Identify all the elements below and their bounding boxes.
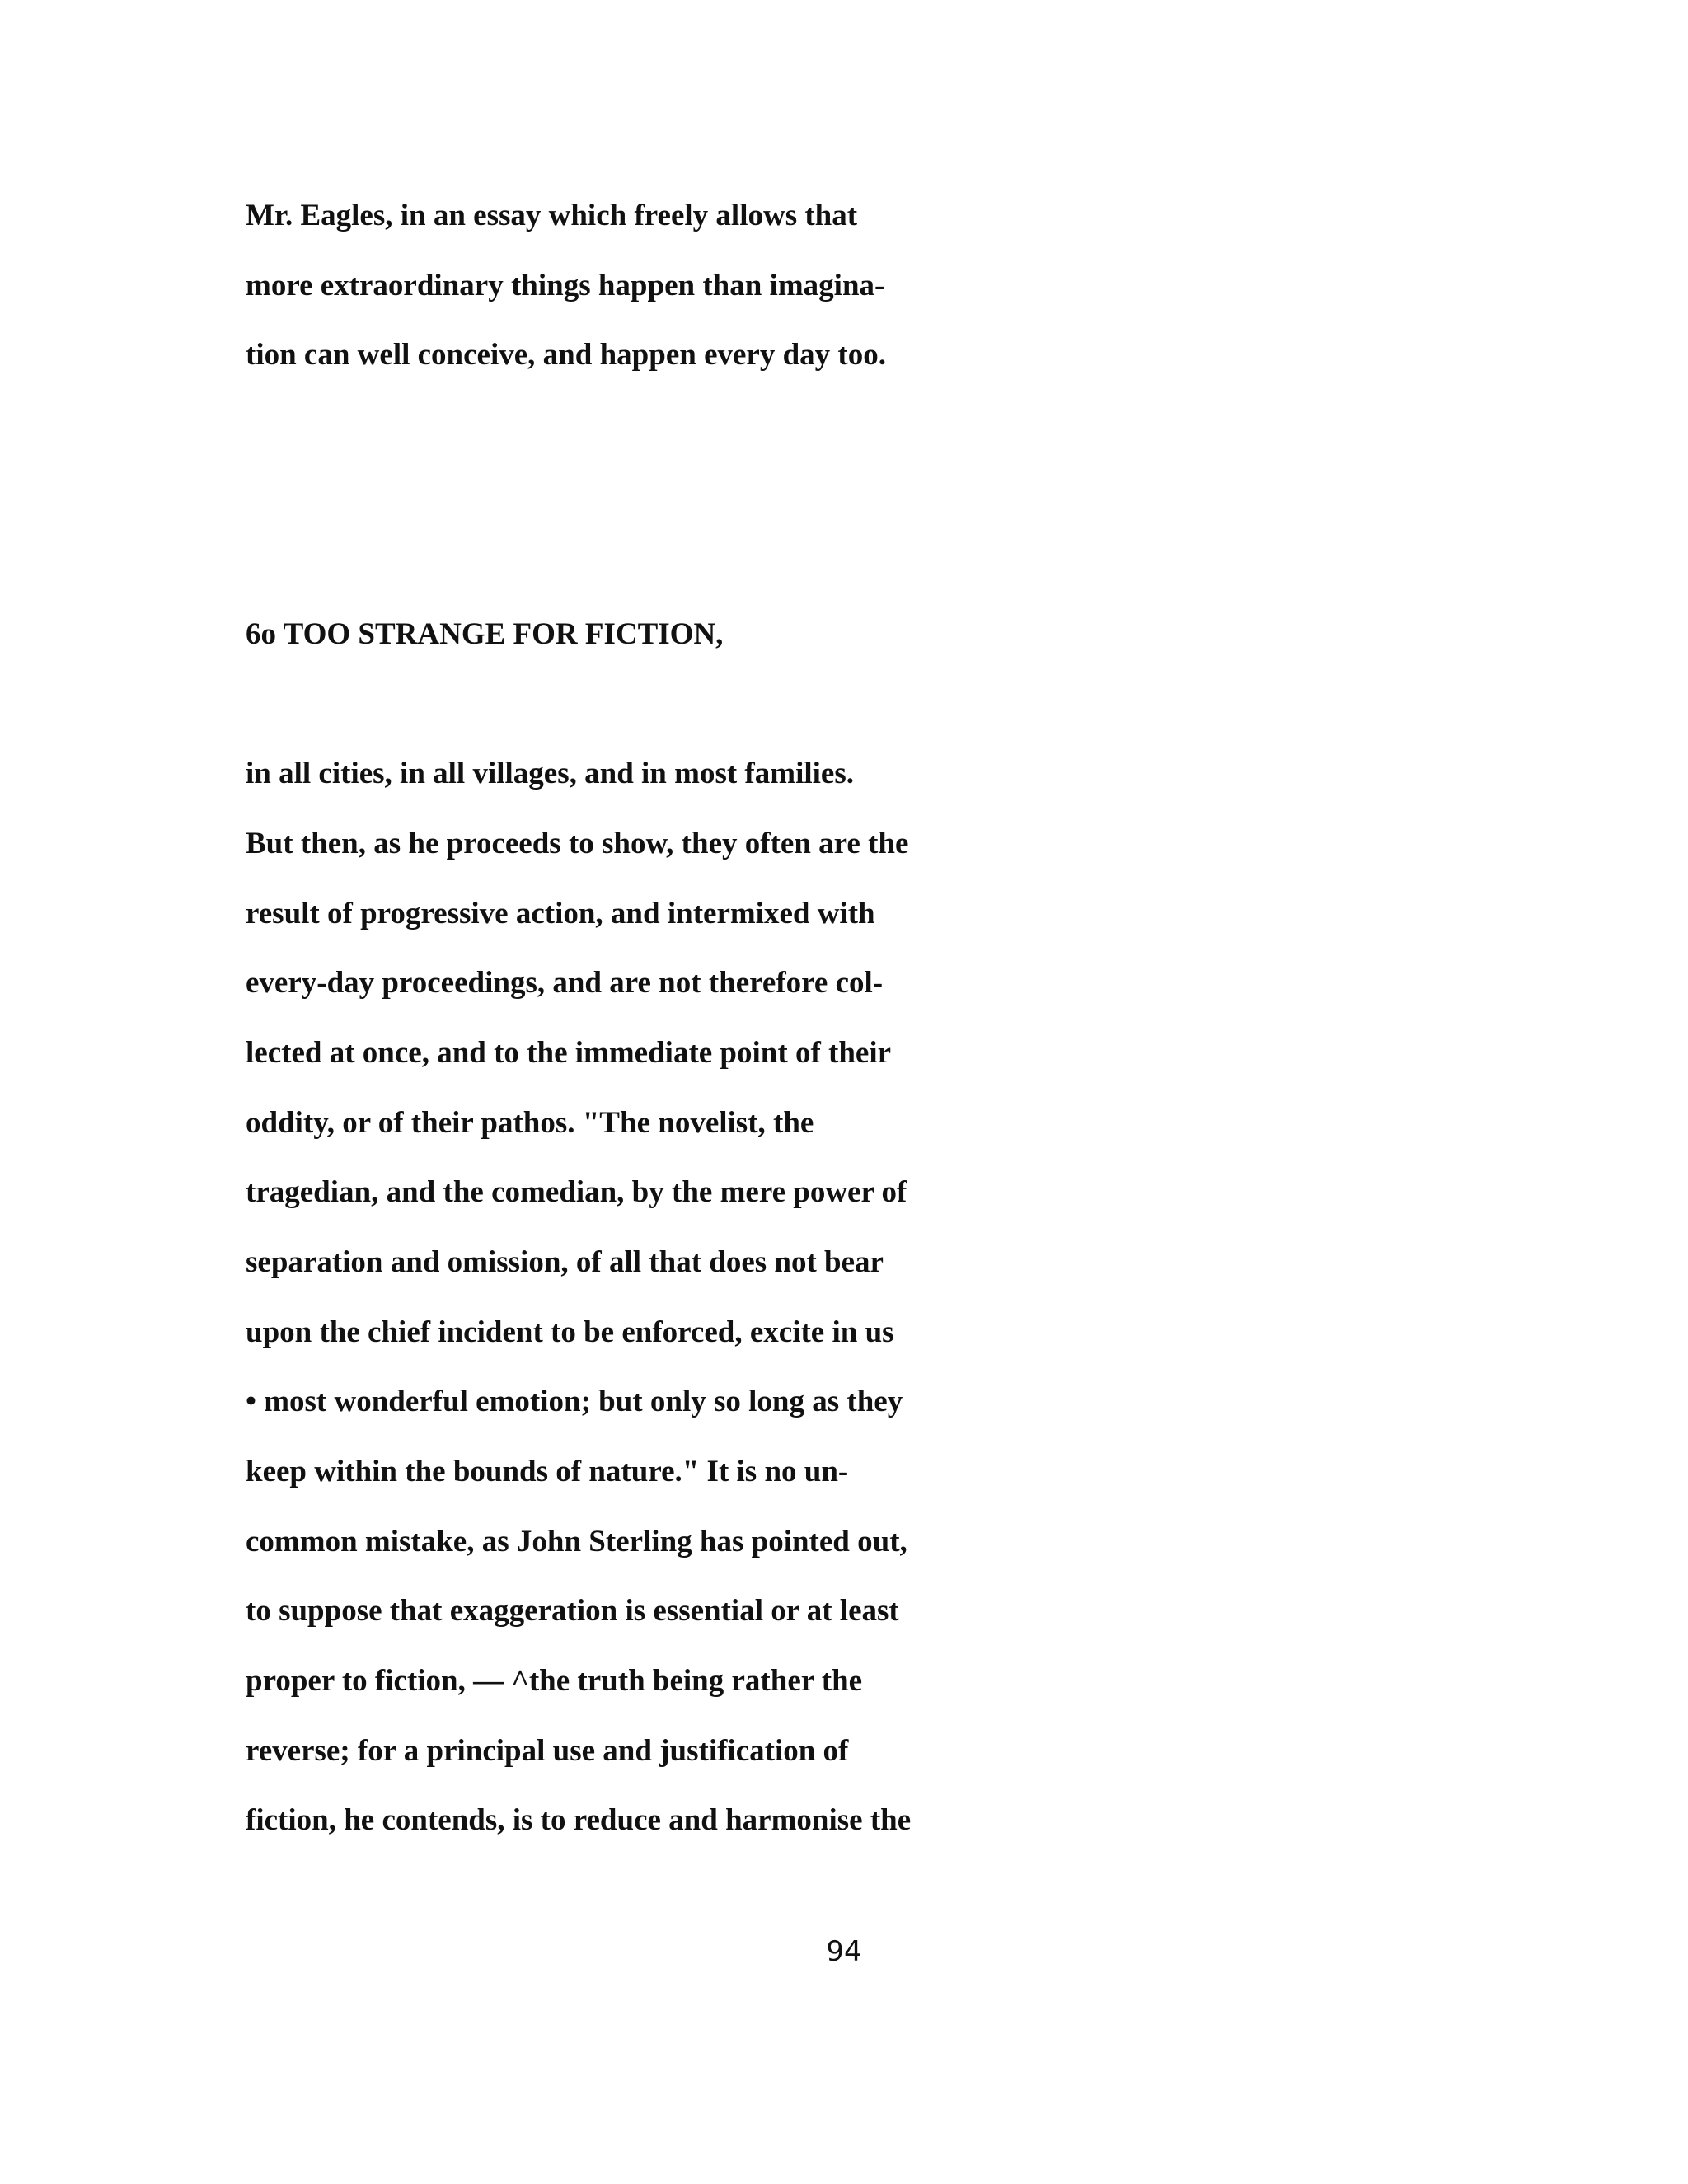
text-line: tragedian, and the comedian, by the mere power of bbox=[246, 1175, 907, 1209]
text-line: upon the chief incident to be enforced, excite in us bbox=[246, 1315, 894, 1349]
text-line: keep within the bounds of nature." It is no un- bbox=[246, 1455, 849, 1488]
page-number: 94 bbox=[826, 1935, 862, 1968]
text-line: more extraordinary things happen than imagina- bbox=[246, 269, 885, 302]
text-line: separation and omission, of all that does not bear bbox=[246, 1245, 884, 1279]
text-line: result of progressive action, and intermixed with bbox=[246, 897, 875, 930]
text-line: fiction, he contends, is to reduce and harmonise the bbox=[246, 1803, 912, 1837]
text-line: in all cities, in all villages, and in most families. bbox=[246, 757, 854, 790]
text-line: to suppose that exaggeration is essential or at least bbox=[246, 1594, 899, 1628]
text-line: proper to fiction, — ^the truth being rather the bbox=[246, 1664, 863, 1698]
text-line: Mr. Eagles, in an essay which freely allows that bbox=[246, 199, 858, 232]
text-line: reverse; for a principal use and justification of bbox=[246, 1734, 849, 1768]
text-line: But then, as he proceeds to show, they often are the bbox=[246, 827, 909, 860]
text-line: lected at once, and to the immediate point of their bbox=[246, 1036, 892, 1070]
text-line: • most wonderful emotion; but only so long as they bbox=[246, 1385, 903, 1418]
running-header: 6o TOO STRANGE FOR FICTION, bbox=[246, 617, 724, 651]
text-line: every-day proceedings, and are not therefore col- bbox=[246, 966, 884, 1000]
text-line: common mistake, as John Sterling has pointed out, bbox=[246, 1525, 907, 1558]
text-line: oddity, or of their pathos. "The novelist, the bbox=[246, 1106, 814, 1140]
text-line: tion can well conceive, and happen every day too. bbox=[246, 338, 886, 372]
